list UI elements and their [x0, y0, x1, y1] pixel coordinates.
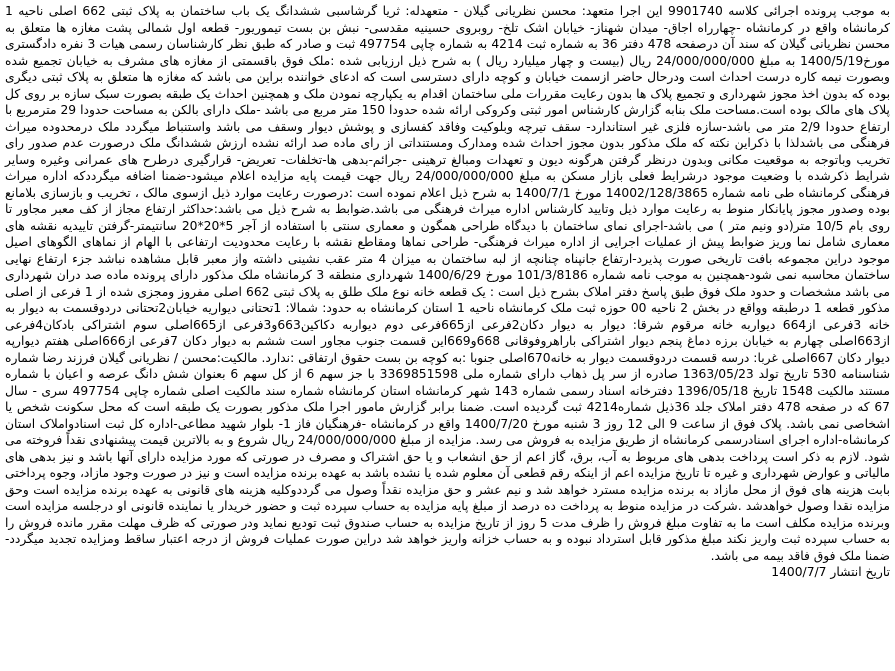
publish-date: تاریخ انتشار 1400/7/7: [771, 565, 890, 579]
auction-notice-body: به موجب پرونده اجرائی کلاسه 9901740 این اجرا متعهد: محسن نظریانی گیلان - متعهدله: ثریا گرشاسبی ششدانگ یک باب ساختمان به پلاک ثبتی 662 اصلی ناحیه 1 کرمانشاه واقع در کرمانشاه -چهارراه اجاق- میدان شهناز- خیابان اشک تلخ- روبروی حسینیه مقدسی- نبش بن بست تیموریور- قطعه اول شمالی پشت مغازه ها متعلق به محسن نظریانی گیلان که سند آن درصفحه 478 دفتر 36 به شماره ثبت 4214 به شماره چاپی 497754 ثبت و صادر که طبق نظر کارشناسان رسمی هیات 3 نفره دادگستری مورخ1400/5/19 به مبلغ 24/000/000/000 ریال (بیست و چهار میلیارد ریال ) به شرح ذیل ارزیابی شده :ملک فوق باقسمتی از مغازه های مشرف به خیابان تجمیع شده وبصورت نیمه کاره درست احداث است ودرحال حاضر ازسمت خیابان و کوچه دارای دسترسی است که ادعای خواننده براین می باشد که مغازه ها متعلق به پلاک ثبتی دیگری بوده که بدون اخذ مجوز شهرداری و تجمیع پلاک ها بدون رعایت مقررات ملی ساختمان اقدام به یکپارچه نمودن ملک و همچنین احداث یک طبقه بصورت سبک سازه بر روی کل پلاک های مالک بوده است.مساحت ملک بنابه گزارش کارشناس امور ثبتی وکروکی ارائه شده حدودا 150 متر مربع می باشد -ملک دارای بالکن به مساحت حدودا 29 مترمربع با ارتفاع حدودا 2/9 متر می باشد-سازه فلزی غیر استاندارد- سقف تیرچه وبلوکیت وفاقد کفسازی و پوشش دیوار وسقف می باشد واستنباط میگردد ملک درمحدوده میراث فرهنگی می باشدلذا با ذکراین نکته که ملک مذکور بدون مجوز احداث شده ومدارک ومستنداتی از رای ماده صد ارائه نشده ارزش ششدانگ ملک درصورت عدم صدور رای تخریب وباتوجه به موقعیت مکانی وبدون درنظر گرفتن هرگونه دیون و تعهدات ومبالغ ترهینی -جرائم-بدهی ها-تخلفات- تعریض- قرارگیری درطرح های عمرانی وغیره وسایر شرایط ذکرشده با وضعیت موجود درشرایط فعلی بازار مسکن به مبلغ 24/000/000/000 ریال جهت قیمت پایه مزایده اعلام میشود-ضمنا اضافه میگرددکه اداره میراث فرهنگی کرمانشاه طی نامه شماره 14002/128/3865 مورخ 1400/7/1 به شرح ذیل اعلام نموده است :درصورت رعایت موارد ذیل ازسوی مالک ، تخریب و بازسازی بلامانع بوده وصدور مجوز پایانکار منوط به رعایت موارد ذیل وتایید کارشناس اداره میراث فرهنگی می باشد.ضوابط به شرح ذیل می باشد:حداکثر ارتفاع مجاز از کف معبر مجاور تا روی بام 10/5 متر(دو ونیم متر ) می باشد-اجرای نمای ساختمان با دیدگاه طراحی همگون و معماری سنتی با استفاده از آجر 5*20*20 سانتیمتر-گرفتن تاییدیه نقشه های معماری شامل نما وریز ضوابط پیش از عملیات اجرایی از اداره میراث فرهنگی- طراحی نماها ومقاطع نقشه با رعایت محدودیت ارتفاعی با الهام از نماهای الگوهای اصیل موجود دراین مجموعه بافت تاریخی صورت پذیرد-ارتفاع جانپناه چنانچه از لبه ساختمان به میزان 4 متر عقب نشینی داشته واز معبر قابل مشاهده نباشد جزء ارتفاع نهایی ساختمان محاسبه نمی شود-همچنین به موجب نامه شماره 101/3/8186 مورخ 1400/6/29 شهرداری منطقه 3 کرمانشاه ملک مذکور دارای پرونده ماده صد دران شهرداری می باشد مشخصات و حدود ملک فوق طبق پاسخ دفتر املاک بشرح ذیل است : یک قطعه خانه نوع ملک طلق به پلاک ثبتی 662 اصلی مفروز ومجزی شده از 1 فرعی از اصلی مذکور قطعه 1 درطبقه وواقع در بخش 2 ناحیه 00 حوزه ثبت ملک کرمانشاه ناحیه 1 استان کرمانشاه به حدود: شمالا: 1تحتانی دیواریه خیابان2تحتانی دردوقسمت به دیوار به خانه 3فرعی از664 دیواربه خانه مرقوم شرقا: دیوار به دیوار دکان2فرعی از665فرعی دوم دیواربه دکاکین663و3فرعی از665اصلی سوم اشتراکی بادکان4فرعی از663اصلی چهارم به خیابان برزه دماغ پنجم دیوار اشتراکی باراهروفوقانی 668و669این قسمت جنوب مجاور است ششم به دیوار دکان 7فرعی از666اصلی هفتم دیوارپه دیوار دکان 667اصلی غربا: درسه قسمت دردوقسمت دیوار به خانه670اصلی جنوبا :به کوچه بن بست حقوق ارتفاقی :ندارد. مالکیت:محسن / نظریانی گیلان فرزند رضا شماره شناسنامه 530 تاریخ تولد 1363/05/23 صادره از سر پل ذهاب دارای شماره ملی 3369851598 با جز سهم 6 از کل سهم 6 بعنوان شش دانگ عرصه و اعیان با شماره مستند مالکیت 1548 تاریخ 1396/05/18 دفترخانه اسناد رسمی شماره 143 شهر کرمانشاه استان کرمانشاه شماره سند مالکیت اصلی شماره چاپی 497754 سری - سال 67 که در صفحه 478 دفتر املاک جلد 36ذیل شماره4214 ثبت گردیده است. ضمنا برابر گزارش مامور اجرا ملک مذکور بصورت یک طبقه است که محل سکونت شخص یا اشخاصی نمی باشد. پلاک فوق از ساعت 9 الی 12 روز 3 شنبه مورخ 1400/7/20 واقع در کرمانشاه -فرهنگیان فاز 1- بلوار شهید مطاعی-اداره کل ثبت اسنادواملاک استان کرمانشاه-اداره اجرای اسنادرسمی کرمانشاه از طریق مزایده به فروش می رسد. مزایده از مبلغ 24/000/000/000 ریال شروع و به بالاترین قیمت پیشنهادی نقداً فروخته می شود. لازم به ذکر است پرداخت بدهی های مربوط به آب، برق، گاز اعم از حق انشعاب و یا حق اشتراک و مصرف در صورتی که مورد مزایده دارای آنها باشد و نیز بدهی های مالیاتی و عوارض شهرداری و غیره تا تاریخ مزایده اعم از اینکه رقم قطعی آن معلوم شده یا نشده باشد به عهده برنده مزایده است و نیز در صورت وجود مازاد، وجوه پرداختی بابت هزینه های فوق از محل مازاد به برنده مزایده مسترد خواهد شد و نیم عشر و حق مزایده نقداً وصول می گرددوکلیه هزینه های قانونی به عهده برنده مزایده است وحق مزایده نقدا وصول خواهدشد .شرکت در مزایده منوط به پرداخت ده درصد از مبلغ پایه مزایده به حساب سپرده ثبت و حضور خریدار یا نماینده قانونی او درجلسه مزایده است وبرنده مزایده مکلف است ما به تفاوت مبلغ فروش را ظرف مدت 5 روز از تاریخ مزایده به حساب صندوق ثبت تودیع نماید ودر صورتی که ظرف مهلت مقرر مانده فروش را به حساب سپرده ثبت واریز نکند مبلغ مذکور قابل استرداد نبوده و به حساب خزانه واریز خواهد شد دراین صورت عملیات فروش از درجه اعتبار ساقط ومزایده تجدید میگردد-ضمنا ملک فوق فاقد بیمه می باشد.: [5, 4, 891, 563]
